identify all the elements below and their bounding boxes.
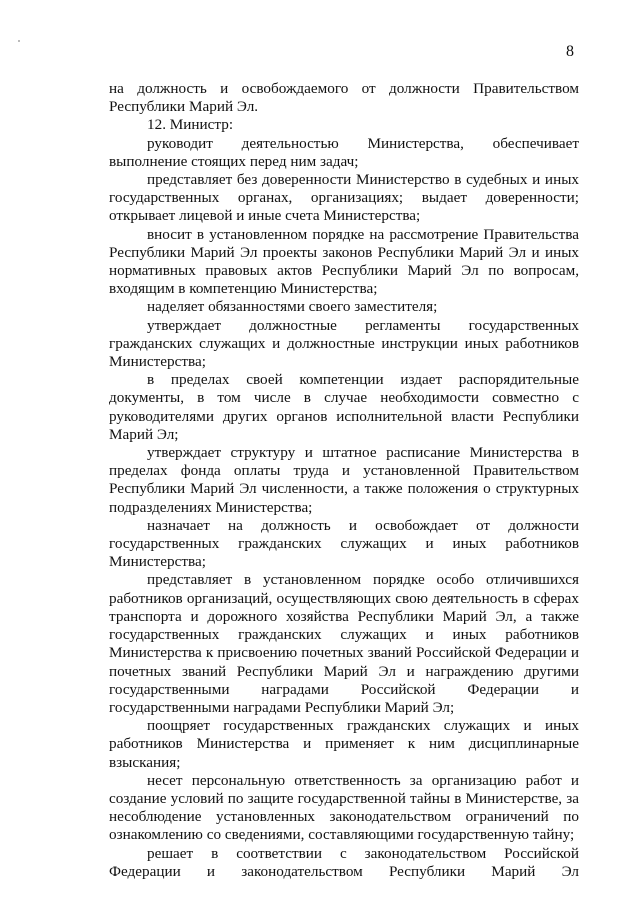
paragraph: представляет без доверенности Министерство в судебных и иных государственных органах, организациях; выдает доверенности; открывает лицевой и иные счета Министерства;	[109, 171, 579, 225]
section-heading: 12. Министр:	[147, 116, 234, 134]
paragraph: руководит деятельностью Министерства, обеспечивает выполнение стоящих перед ним задач;	[109, 134, 579, 170]
paragraph: решает в соответствии с законодательством Российской Федерации и законодательством Республики Марий Эл	[109, 844, 579, 880]
paragraph: утверждает структуру и штатное расписание Министерства в пределах фонда оплаты труда и установленной Правительством Республики Марий Эл численности, а также положения о структурных подразделениях Министерства;	[109, 444, 579, 516]
paragraph: утверждает должностные регламенты государственных гражданских служащих и должностные инструкции иных работников Министерства;	[109, 316, 579, 371]
document-body	[109, 80, 579, 881]
page-number: 8	[566, 43, 574, 60]
paragraph: вносит в установленном порядке на рассмотрение Правительства Республики Марий Эл проекты законов Республики Марий Эл и иных нормативных правовых актов Республики Марий Эл по вопросам, входящим в компетенцию Министерства;	[109, 225, 579, 298]
paragraph: назначает на должность и освобождает от должности государственных гражданских служащих и иных работников Министерства;	[109, 516, 579, 571]
paragraph: в пределах своей компетенции издает распорядительные документы, в том числе в случае необходимости совместно с руководителями других органов исполнительной власти Республики Марий Эл;	[109, 371, 579, 443]
paragraph: на должность и освобождаемого от должности Правительством Республики Марий Эл.	[109, 80, 579, 116]
paragraph: несет персональную ответственность за организацию работ и создание условий по защите государственной тайны в Министерстве, за несоблюдение установленных законодательством ограничений по ознакомлению со сведениями, составляющими государственную тайну;	[109, 771, 579, 844]
paragraph: наделяет обязанностями своего заместителя;	[147, 298, 438, 316]
scan-artifact	[18, 40, 20, 42]
paragraph: представляет в установленном порядке особо отличившихся работников организаций, осуществляющих свою деятельность в сферах транспорта и дорожного хозяйства Республики Марий Эл, а также государственных гражданских служащих и иных работников Министерства к присвоению почетных званий Российской Федерации и почетных званий Республики Марий Эл и награждению другими государственными наградами Российской Федерации и государственными наградами Республики Марий Эл;	[109, 571, 579, 716]
paragraph: поощряет государственных гражданских служащих и иных работников Министерства и применяет к ним дисциплинарные взыскания;	[109, 717, 579, 771]
